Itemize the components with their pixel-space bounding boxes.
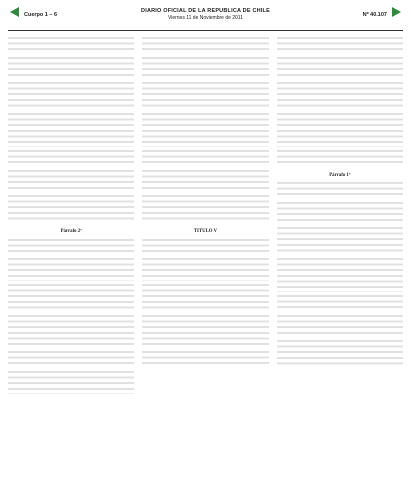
body-paragraph <box>8 284 134 312</box>
body-paragraph <box>277 340 403 368</box>
header-center <box>141 8 270 21</box>
body-paragraph <box>142 57 268 79</box>
column-1 <box>8 37 134 477</box>
body-paragraph <box>277 315 403 337</box>
body-paragraph <box>142 239 268 256</box>
body-paragraph <box>142 195 268 223</box>
column-3 <box>277 37 403 477</box>
body-paragraph <box>8 82 134 110</box>
publication-date: Viernes 11 de Noviembre de 2011 <box>167 15 244 21</box>
publication-title: DIARIO OFICIAL DE LA REPUBLICA DE CHILE <box>141 8 270 14</box>
body-paragraph <box>8 57 134 79</box>
body-paragraph <box>142 150 268 167</box>
body-paragraph <box>277 37 403 54</box>
body-paragraph <box>277 202 403 224</box>
body-paragraph <box>8 195 134 223</box>
body-paragraph <box>8 371 134 393</box>
text-columns <box>8 37 403 477</box>
body-paragraph <box>8 37 134 54</box>
body-paragraph <box>277 113 403 147</box>
body-paragraph <box>8 315 134 349</box>
body-paragraph <box>8 113 134 147</box>
body-paragraph <box>8 258 134 280</box>
body-paragraph <box>142 170 268 192</box>
next-arrow-icon[interactable] <box>392 7 401 17</box>
body-paragraph <box>8 170 134 192</box>
section-heading: TITULO V <box>193 228 218 234</box>
previous-arrow-icon[interactable] <box>10 7 19 17</box>
body-paragraph <box>142 284 268 312</box>
body-paragraph <box>8 239 134 256</box>
column-2 <box>142 37 268 477</box>
body-paragraph <box>277 182 403 199</box>
issue-number: Nº 40.107 <box>362 12 387 18</box>
body-paragraph <box>142 258 268 280</box>
body-paragraph <box>277 295 403 312</box>
body-paragraph <box>142 37 268 54</box>
body-paragraph <box>277 150 403 167</box>
page-header <box>8 6 403 31</box>
body-paragraph <box>277 82 403 110</box>
body-paragraph <box>142 113 268 147</box>
body-paragraph <box>277 258 403 292</box>
body-paragraph <box>8 351 134 368</box>
body-paragraph <box>142 315 268 349</box>
body-paragraph <box>277 227 403 255</box>
body-paragraph <box>142 351 268 368</box>
body-paragraph <box>277 57 403 79</box>
section-heading: Párrafo 2º <box>60 228 82 234</box>
header-section-label: Cuerpo 1 – 6 <box>24 12 58 18</box>
body-paragraph <box>142 82 268 110</box>
body-paragraph <box>8 150 134 167</box>
section-heading: Párrafo 1º <box>329 172 351 178</box>
